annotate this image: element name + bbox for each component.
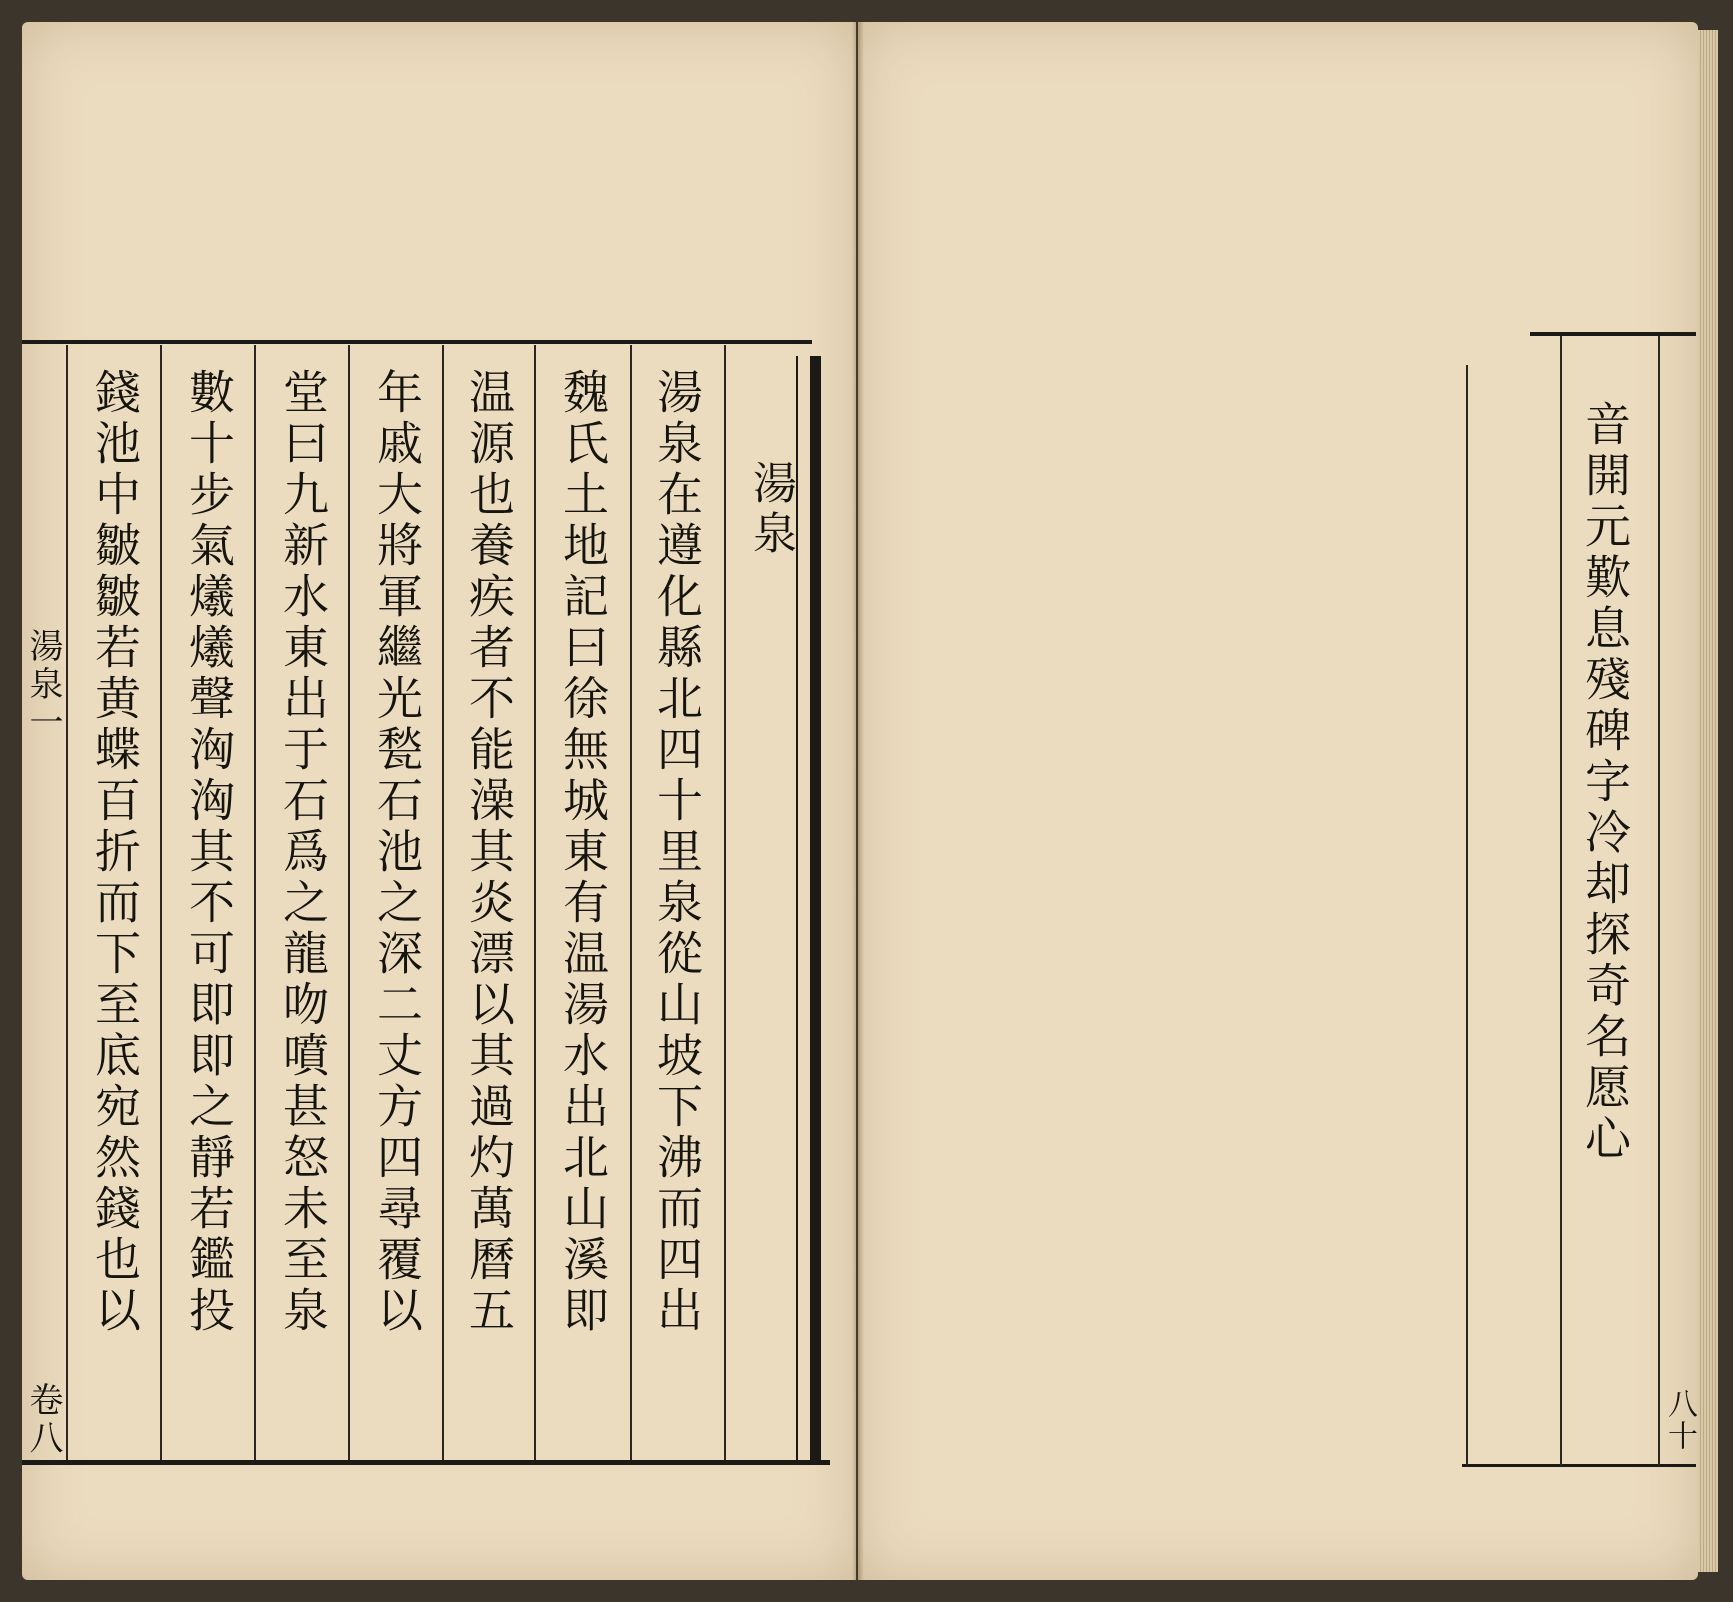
left-inner-rule bbox=[796, 356, 798, 1464]
column-divider bbox=[348, 345, 350, 1460]
text-column-7: 錢池中皺皺若黄蝶百折而下至底宛然錢也以 bbox=[88, 368, 142, 1337]
left-frame-right-rule bbox=[810, 356, 821, 1464]
page-edges bbox=[1698, 30, 1718, 1572]
column-divider bbox=[254, 345, 256, 1460]
book-gutter bbox=[852, 22, 864, 1580]
folio-number: 八十 bbox=[1662, 1388, 1697, 1452]
right-frame-top-rule bbox=[1530, 332, 1696, 336]
right-page bbox=[858, 22, 1698, 1580]
margin-title: 湯泉一 bbox=[23, 628, 63, 742]
column-divider bbox=[534, 345, 536, 1460]
column-divider bbox=[1466, 365, 1468, 1465]
left-frame-top-rule bbox=[22, 340, 812, 344]
column-divider bbox=[630, 345, 632, 1460]
text-column-2: 魏氏土地記曰徐無城東有温湯水出北山溪即 bbox=[556, 368, 610, 1337]
left-frame-lower-rule bbox=[22, 1460, 830, 1465]
right-frame-outer-rule bbox=[1658, 336, 1660, 1466]
right-frame-inner-rule bbox=[1560, 336, 1562, 1466]
text-column-6: 數十步氣爔爔聲洶洶其不可即即之靜若鑑投 bbox=[182, 368, 236, 1337]
text-column-4: 年戚大將軍繼光甃石池之深二丈方四尋覆以 bbox=[370, 368, 424, 1337]
right-frame-bottom-rule bbox=[1462, 1464, 1696, 1467]
column-divider bbox=[442, 345, 444, 1460]
text-column-right-1: 音開元歎息殘碑字冷却探奇名愿心 bbox=[1578, 400, 1632, 1165]
text-column-5: 堂曰九新水東出于石爲之龍吻噴甚怒未至泉 bbox=[276, 368, 330, 1337]
column-divider bbox=[724, 345, 726, 1460]
left-page bbox=[22, 22, 856, 1580]
margin-volume: 卷八 bbox=[23, 1382, 63, 1458]
text-column-3: 温源也養疾者不能澡其炎漂以其過灼萬曆五 bbox=[462, 368, 516, 1337]
section-heading: 湯泉 bbox=[745, 460, 796, 560]
column-divider bbox=[66, 345, 68, 1460]
column-divider bbox=[160, 345, 162, 1460]
text-column-1: 湯泉在遵化縣北四十里泉從山坡下沸而四出 bbox=[650, 368, 704, 1337]
